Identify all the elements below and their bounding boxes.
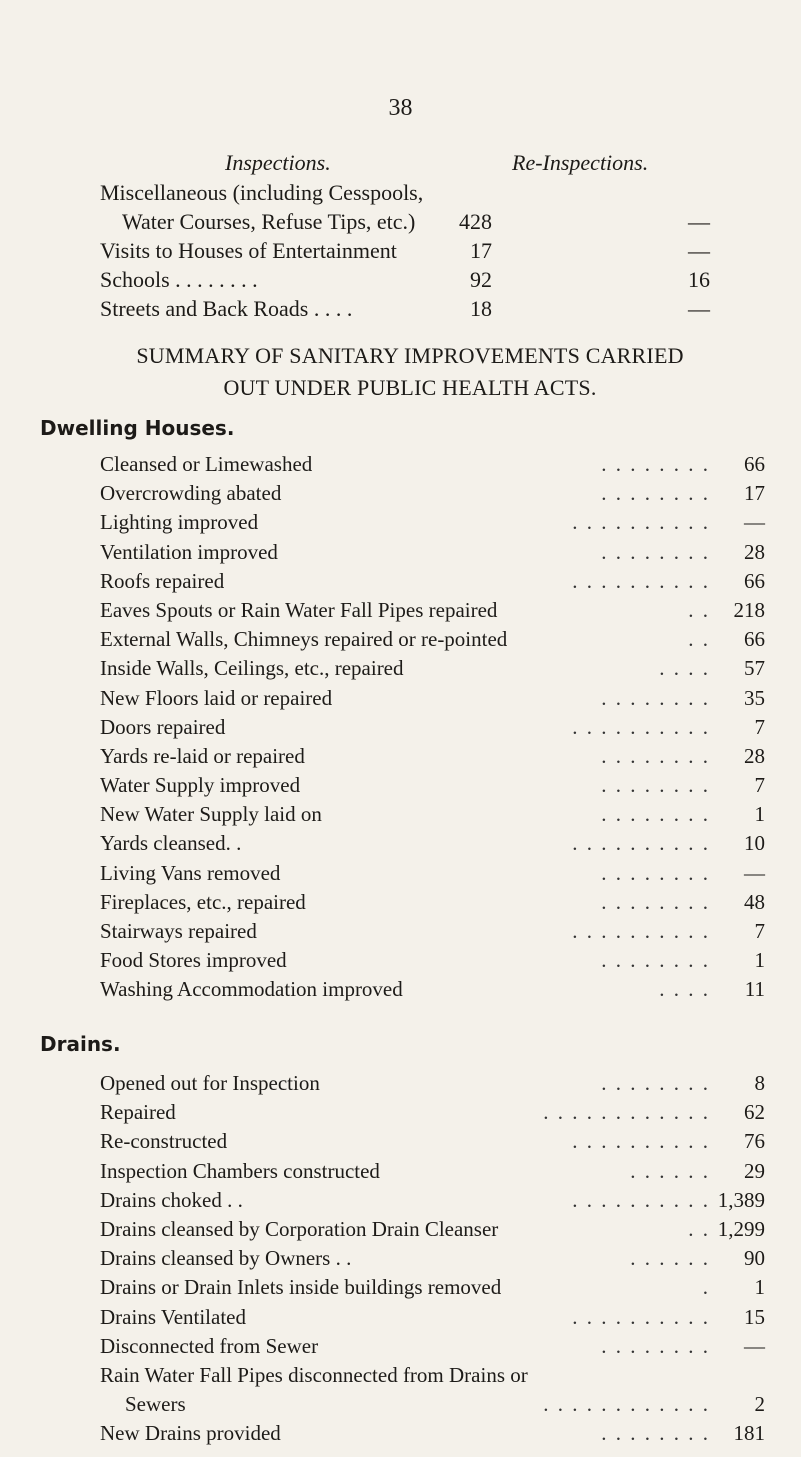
- list-item: [100, 452, 770, 481]
- item-value: 7: [754, 919, 765, 943]
- item-label: Drains or Drain Inlets inside buildings removed: [100, 1275, 502, 1300]
- item-label: Overcrowding abated: [100, 481, 282, 506]
- summary-title: [40, 340, 780, 404]
- item-value: 10: [744, 831, 765, 856]
- item-label: Yards re-laid or repaired: [100, 743, 305, 768]
- leader-dots: . . . . . . . . . .: [572, 568, 710, 593]
- row-label: Water Courses, Refuse Tips, etc.): [122, 209, 416, 234]
- list-item: [100, 1188, 770, 1217]
- leader-dots: . . . . . . . . . . . .: [543, 1100, 710, 1125]
- leader-dots: . . . . . . . .: [601, 481, 710, 506]
- leader-dots: . . . . . . . . . .: [572, 1129, 710, 1154]
- list-item: [100, 1275, 770, 1304]
- item-label: Doors repaired: [100, 714, 226, 739]
- item-label: Eaves Spouts or Rain Water Fall Pipes repaired: [100, 597, 498, 622]
- list-item: [100, 919, 770, 948]
- list-item: [100, 569, 770, 598]
- item-value: 181: [733, 1421, 765, 1446]
- leader-dots: . .: [688, 627, 710, 652]
- inspections-value: 428: [459, 209, 492, 234]
- list-item: [100, 1305, 770, 1334]
- item-value: 28: [744, 743, 765, 768]
- list-item: [100, 715, 770, 744]
- item-value: —: [744, 1333, 765, 1358]
- list-item: [100, 802, 770, 831]
- summary-title-line-1: SUMMARY OF SANITARY IMPROVEMENTS CARRIED: [136, 343, 684, 368]
- drains-list: [100, 1071, 770, 1450]
- list-item: [100, 890, 770, 919]
- item-label: Fireplaces, etc., repaired: [100, 889, 306, 914]
- item-value: 66: [744, 568, 765, 593]
- item-value: —: [744, 860, 765, 885]
- leader-dots: . . . .: [659, 656, 710, 681]
- leader-dots: . . . . . . . . . .: [572, 1304, 710, 1329]
- leader-dots: . . . . . . . .: [601, 743, 710, 768]
- dwelling-houses-list: [100, 452, 770, 1007]
- list-item: [100, 1217, 770, 1246]
- list-item: [100, 831, 770, 860]
- row-label: Visits to Houses of Entertainment: [100, 238, 397, 263]
- inspections-header: [100, 150, 770, 180]
- item-value: 35: [744, 685, 765, 710]
- item-value: 15: [744, 1304, 765, 1329]
- leader-dots: . . . . . . . .: [601, 452, 710, 476]
- inspections-row: [100, 180, 770, 209]
- item-value: 218: [733, 597, 765, 622]
- row-label: Streets and Back Roads . . . .: [100, 296, 353, 321]
- page-number: 38: [388, 95, 413, 121]
- item-label: Sewers: [125, 1392, 186, 1417]
- item-value: 90: [744, 1246, 765, 1271]
- item-label: Cleansed or Limewashed: [100, 452, 313, 476]
- item-value: 28: [744, 539, 765, 564]
- item-value: 11: [744, 977, 765, 1002]
- leader-dots: . . . . . . . .: [601, 685, 710, 710]
- item-label: Living Vans removed: [100, 860, 281, 885]
- item-label: External Walls, Chimneys repaired or re-pointed: [100, 627, 508, 652]
- item-label: Rain Water Fall Pipes disconnected from Drains or: [100, 1362, 528, 1387]
- item-label: New Floors laid or repaired: [100, 685, 333, 710]
- list-item: [100, 1392, 770, 1421]
- item-label: Drains Ventilated: [100, 1304, 246, 1329]
- leader-dots: . .: [688, 1216, 710, 1241]
- item-value: 29: [744, 1158, 765, 1183]
- inspections-value: 17: [470, 238, 492, 263]
- item-value: 1,299: [717, 1216, 765, 1241]
- list-item: [100, 861, 770, 890]
- leader-dots: . . . . . . . .: [601, 539, 710, 564]
- item-label: Drains cleansed by Corporation Drain Cleanser: [100, 1216, 499, 1241]
- list-item: [100, 686, 770, 715]
- reinspections-value: —: [688, 209, 710, 234]
- item-value: 62: [744, 1100, 765, 1125]
- inspections-column-header: Inspections.: [225, 150, 331, 175]
- inspections-value: 18: [470, 296, 492, 321]
- row-label: Miscellaneous (including Cesspools,: [100, 180, 424, 205]
- list-item: [100, 977, 770, 1006]
- leader-dots: . . . . . . . .: [601, 889, 710, 914]
- item-value: 66: [744, 627, 765, 652]
- inspections-row: [100, 267, 770, 296]
- list-item: [100, 656, 770, 685]
- item-value: 1,389: [717, 1187, 765, 1212]
- leader-dots: . . . .: [659, 977, 710, 1002]
- item-label: New Drains provided: [100, 1421, 281, 1446]
- item-value: 7: [754, 714, 765, 739]
- reinspections-value: —: [688, 296, 710, 321]
- item-value: 17: [744, 481, 765, 506]
- item-label: Inside Walls, Ceilings, etc., repaired: [100, 656, 404, 681]
- item-value: 66: [744, 452, 765, 476]
- inspections-table: [100, 150, 770, 325]
- item-label: Inspection Chambers constructed: [100, 1158, 380, 1183]
- list-item: [100, 948, 770, 977]
- list-item: [100, 1246, 770, 1275]
- inspections-value: 92: [470, 267, 492, 292]
- item-value: 76: [744, 1129, 765, 1154]
- leader-dots: . . . . . . . .: [601, 1421, 710, 1446]
- leader-dots: . . . . . .: [630, 1158, 710, 1183]
- summary-title-line-2: OUT UNDER PUBLIC HEALTH ACTS.: [223, 375, 597, 400]
- list-item: [100, 540, 770, 569]
- item-label: Ventilation improved: [100, 539, 278, 564]
- item-value: 48: [744, 889, 765, 914]
- leader-dots: . . . . . . . .: [601, 1071, 710, 1095]
- item-label: Yards cleansed. .: [100, 831, 242, 856]
- leader-dots: . . . . . .: [630, 1246, 710, 1271]
- item-value: —: [744, 510, 765, 535]
- reinspections-value: —: [688, 238, 710, 263]
- leader-dots: . . . . . . . . . .: [572, 714, 710, 739]
- dwelling-houses-heading: Dwelling Houses.: [40, 416, 235, 440]
- item-label: Drains cleansed by Owners . .: [100, 1246, 352, 1271]
- item-value: 1: [754, 802, 765, 827]
- list-item: [100, 773, 770, 802]
- list-item: [100, 1363, 770, 1392]
- leader-dots: . . . . . . . .: [601, 860, 710, 885]
- list-item: [100, 1334, 770, 1363]
- inspections-row: [100, 296, 770, 325]
- list-item: [100, 1100, 770, 1129]
- list-item: [100, 1421, 770, 1450]
- item-value: 7: [754, 773, 765, 798]
- list-item: [100, 1071, 770, 1100]
- leader-dots: . . . . . . . . . .: [572, 510, 710, 535]
- leader-dots: . . . . . . . .: [601, 948, 710, 973]
- leader-dots: . . . . . . . .: [601, 802, 710, 827]
- leader-dots: . . . . . . . . . .: [572, 919, 710, 943]
- item-value: 1: [754, 1275, 765, 1300]
- list-item: [100, 744, 770, 773]
- item-label: Re-constructed: [100, 1129, 228, 1154]
- inspections-row: [100, 238, 770, 267]
- drains-heading: Drains.: [40, 1032, 121, 1056]
- item-label: Opened out for Inspection: [100, 1071, 320, 1095]
- list-item: [100, 481, 770, 510]
- leader-dots: . .: [688, 597, 710, 622]
- reinspections-column-header: Re-Inspections.: [512, 150, 649, 175]
- item-value: 1: [754, 948, 765, 973]
- list-item: [100, 510, 770, 539]
- item-label: Lighting improved: [100, 510, 259, 535]
- item-label: Disconnected from Sewer: [100, 1333, 319, 1358]
- list-item: [100, 627, 770, 656]
- item-label: Water Supply improved: [100, 773, 301, 798]
- leader-dots: . . . . . . . .: [601, 773, 710, 798]
- row-label: Schools . . . . . . . .: [100, 267, 258, 292]
- item-label: Food Stores improved: [100, 948, 287, 973]
- item-label: Roofs repaired: [100, 568, 225, 593]
- leader-dots: . . . . . . . . . . . .: [543, 1392, 710, 1417]
- leader-dots: . . . . . . . . . .: [572, 1187, 710, 1212]
- item-label: Washing Accommodation improved: [100, 977, 403, 1002]
- leader-dots: .: [702, 1275, 710, 1300]
- leader-dots: . . . . . . . . . .: [572, 831, 710, 856]
- list-item: [100, 1129, 770, 1158]
- leader-dots: . . . . . . . .: [601, 1333, 710, 1358]
- item-label: Repaired: [100, 1100, 176, 1125]
- list-item: [100, 598, 770, 627]
- list-item: [100, 1159, 770, 1188]
- inspections-rows: [100, 180, 770, 325]
- reinspections-value: 16: [688, 267, 710, 292]
- item-label: New Water Supply laid on: [100, 802, 322, 827]
- item-value: 2: [754, 1392, 765, 1417]
- item-label: Stairways repaired: [100, 919, 257, 943]
- item-label: Drains choked . .: [100, 1187, 243, 1212]
- item-value: 57: [744, 656, 765, 681]
- inspections-row: [100, 209, 770, 238]
- item-value: 8: [754, 1071, 765, 1095]
